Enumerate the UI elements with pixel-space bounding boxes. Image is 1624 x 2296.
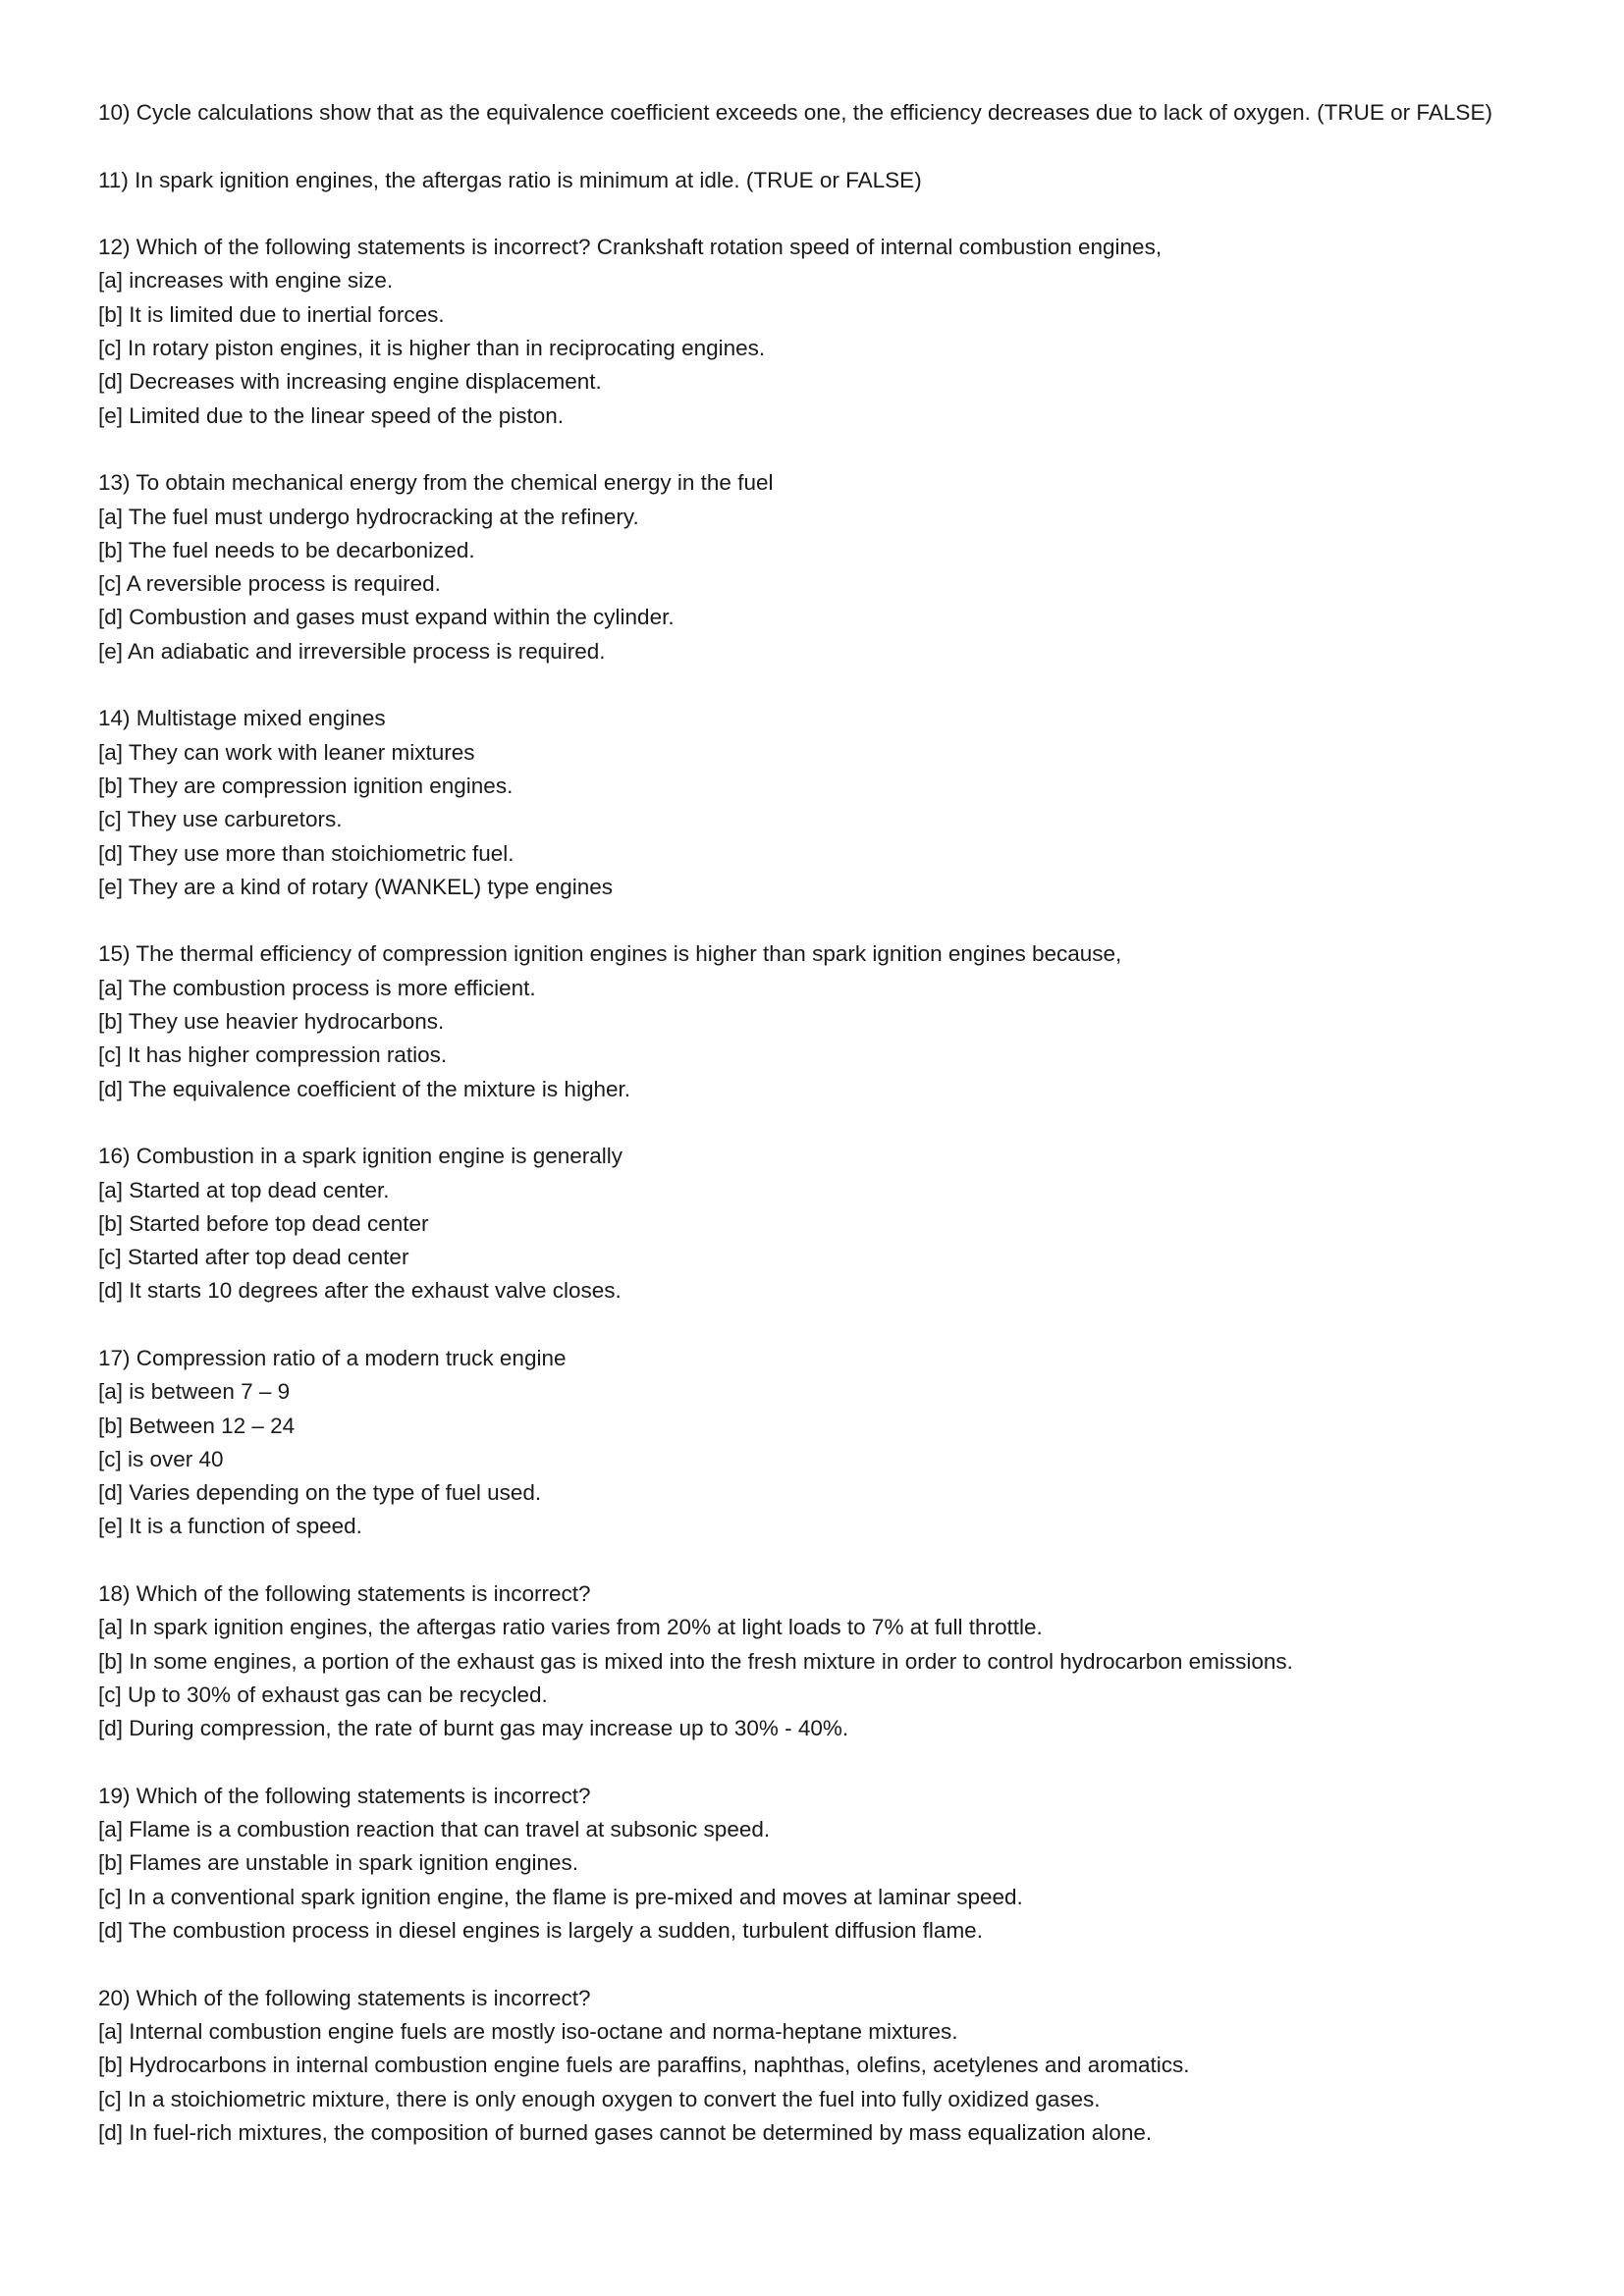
question-stem: 17) Compression ratio of a modern truck engine: [98, 1345, 567, 1370]
option-c: [c] is over 40: [98, 1446, 224, 1471]
option-c: [c] Started after top dead center: [98, 1245, 409, 1270]
option-d: [d] During compression, the rate of burnt gas may increase up to 30% - 40%.: [98, 1716, 849, 1741]
option-d: [d] Combustion and gases must expand within the cylinder.: [98, 605, 675, 630]
option-a: [a] is between 7 – 9: [98, 1379, 291, 1405]
question-14: [98, 702, 1532, 904]
question-17: [98, 1342, 1532, 1544]
option-a: [a] increases with engine size.: [98, 268, 394, 294]
question-12: [98, 231, 1532, 433]
option-d: [d] They use more than stoichiometric fuel.: [98, 840, 514, 866]
option-b: [b] Between 12 – 24: [98, 1413, 296, 1438]
question-stem: 10) Cycle calculations show that as the equivalence coefficient exceeds one, the efficiency decreases due to lack of oxygen. (TRUE or FALSE): [98, 100, 1492, 125]
option-b: [b] They are compression ignition engines.: [98, 773, 514, 798]
option-b: [b] In some engines, a portion of the exhaust gas is mixed into the fresh mixture in order to control hydrocarbon emissions.: [98, 1648, 1293, 1674]
option-c: [c] It has higher compression ratios.: [98, 1042, 448, 1068]
question-16: [98, 1140, 1532, 1308]
option-b: [b] Hydrocarbons in internal combustion engine fuels are paraffins, naphthas, olefins, acetylenes and aromatics.: [98, 2053, 1190, 2078]
question-11: [98, 164, 1532, 197]
question-10: [98, 96, 1532, 130]
question-20: [98, 1982, 1532, 2150]
option-d: [d] Varies depending on the type of fuel used.: [98, 1480, 542, 1506]
question-stem: 20) Which of the following statements is incorrect?: [98, 1985, 591, 2010]
option-b: [b] Started before top dead center: [98, 1210, 429, 1236]
question-stem: 16) Combustion in a spark ignition engine is generally: [98, 1144, 623, 1169]
option-a: [a] In spark ignition engines, the aftergas ratio varies from 20% at light loads to 7% at full throttle.: [98, 1615, 1043, 1640]
option-c: [c] In a conventional spark ignition engine, the flame is pre-mixed and moves at laminar speed.: [98, 1884, 1023, 1909]
question-stem: 13) To obtain mechanical energy from the chemical energy in the fuel: [98, 470, 774, 496]
question-list: [98, 96, 1532, 2183]
question-19: [98, 1780, 1532, 1948]
question-stem: 14) Multistage mixed engines: [98, 706, 386, 731]
option-b: [b] Flames are unstable in spark ignition engines.: [98, 1850, 579, 1876]
option-a: [a] They can work with leaner mixtures: [98, 739, 475, 765]
option-d: [d] The equivalence coefficient of the mixture is higher.: [98, 1076, 630, 1101]
option-c: [c] They use carburetors.: [98, 807, 343, 832]
option-e: [e] Limited due to the linear speed of the piston.: [98, 402, 565, 428]
option-c: [c] A reversible process is required.: [98, 571, 441, 597]
question-18: [98, 1577, 1532, 1745]
option-a: [a] Flame is a combustion reaction that can travel at subsonic speed.: [98, 1817, 771, 1842]
question-stem: 12) Which of the following statements is incorrect? Crankshaft rotation speed of internal combustion engines,: [98, 235, 1163, 260]
option-c: [c] In a stoichiometric mixture, there is only enough oxygen to convert the fuel into fully oxidized gases.: [98, 2086, 1101, 2111]
question-15: [98, 937, 1532, 1105]
option-b: [b] The fuel needs to be decarbonized.: [98, 537, 475, 562]
option-e: [e] An adiabatic and irreversible process is required.: [98, 638, 606, 664]
option-b: [b] They use heavier hydrocarbons.: [98, 1009, 445, 1035]
option-e: [e] It is a function of speed.: [98, 1514, 362, 1539]
option-d: [d] In fuel-rich mixtures, the composition of burned gases cannot be determined by mass equalization alone.: [98, 2119, 1153, 2145]
option-b: [b] It is limited due to inertial forces.: [98, 301, 445, 327]
question-stem: 19) Which of the following statements is incorrect?: [98, 1783, 591, 1808]
option-c: [c] In rotary piston engines, it is higher than in reciprocating engines.: [98, 336, 766, 361]
option-d: [d] Decreases with increasing engine displacement.: [98, 369, 602, 395]
option-a: [a] The combustion process is more efficient.: [98, 975, 536, 1000]
option-d: [d] The combustion process in diesel engines is largely a sudden, turbulent diffusion flame.: [98, 1918, 983, 1944]
question-stem: 18) Which of the following statements is incorrect?: [98, 1581, 591, 1607]
option-a: [a] Started at top dead center.: [98, 1177, 390, 1202]
option-c: [c] Up to 30% of exhaust gas can be recycled.: [98, 1682, 548, 1707]
option-a: [a] The fuel must undergo hydrocracking at the refinery.: [98, 504, 639, 529]
option-e: [e] They are a kind of rotary (WANKEL) type engines: [98, 874, 613, 899]
question-stem: 11) In spark ignition engines, the aftergas ratio is minimum at idle. (TRUE or FALSE): [98, 167, 922, 192]
option-a: [a] Internal combustion engine fuels are mostly iso-octane and norma-heptane mixtures.: [98, 2018, 958, 2044]
question-stem: 15) The thermal efficiency of compression ignition engines is higher than spark ignition engines because,: [98, 941, 1122, 967]
question-13: [98, 466, 1532, 668]
option-d: [d] It starts 10 degrees after the exhaust valve closes.: [98, 1278, 622, 1304]
